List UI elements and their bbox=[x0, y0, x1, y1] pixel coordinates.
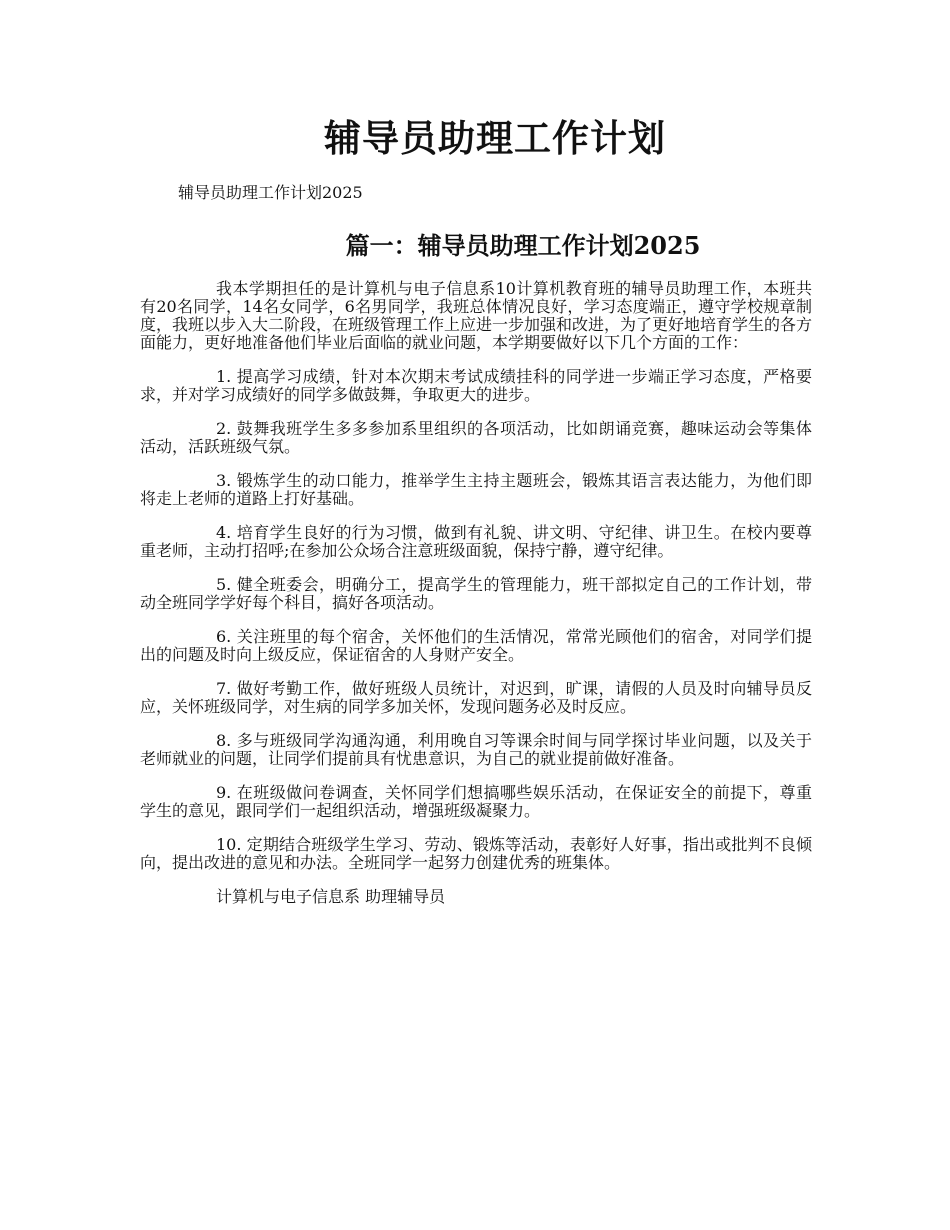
list-item-2: 2. 鼓舞我班学生多多参加系里组织的各项活动，比如朗诵竞赛，趣味运动会等集体活动，活跃班级气氛。 bbox=[140, 419, 812, 456]
signature: 计算机与电子信息系 助理辅导员 bbox=[216, 887, 446, 906]
list-item-10: 10. 定期结合班级学生学习、劳动、锻炼等活动，表彰好人好事，指出或批判不良倾向，提出改进的意见和办法。全班同学一起努力创建优秀的班集体。 bbox=[140, 835, 812, 872]
list-item-5: 5. 健全班委会，明确分工，提高学生的管理能力，班干部拟定自己的工作计划，带动全班同学学好每个科目，搞好各项活动。 bbox=[140, 575, 812, 612]
document-subtitle: 辅导员助理工作计划2025 bbox=[178, 183, 363, 202]
list-item-7: 7. 做好考勤工作，做好班级人员统计，对迟到，旷课，请假的人员及时向辅导员反应，关怀班级同学，对生病的同学多加关怀，发现问题务必及时反应。 bbox=[140, 679, 812, 716]
list-item-3: 3. 锻炼学生的动口能力，推举学生主持主题班会，锻炼其语言表达能力，为他们即将走上老师的道路上打好基础。 bbox=[140, 471, 812, 508]
list-item-1: 1. 提高学习成绩，针对本次期末考试成绩挂科的同学进一步端正学习态度，严格要求，并对学习成绩好的同学多做鼓舞，争取更大的进步。 bbox=[140, 367, 812, 404]
document-title: 辅导员助理工作计划 bbox=[324, 116, 666, 160]
intro-paragraph: 我本学期担任的是计算机与电子信息系10计算机教育班的辅导员助理工作，本班共有20名同学，14名女同学，6名男同学，我班总体情况良好，学习态度端正，遵守学校规章制度，我班以步入大二阶段，在班级管理工作上应进一步加强和改进，为了更好地培育学生的各方面能力，更好地准备他们毕业后面临的就业问题，本学期要做好以下几个方面的工作： bbox=[140, 279, 813, 352]
list-item-4: 4. 培育学生良好的行为习惯，做到有礼貌、讲文明、守纪律、讲卫生。在校内要尊重老师，主动打招呼;在参加公众场合注意班级面貌，保持宁静，遵守纪律。 bbox=[140, 523, 812, 560]
list-item-8: 8. 多与班级同学沟通沟通，利用晚自习等课余时间与同学探讨毕业问题，以及关于老师就业的问题，让同学们提前具有忧患意识，为自己的就业提前做好准备。 bbox=[140, 731, 812, 768]
list-item-9: 9. 在班级做问卷调查，关怀同学们想搞哪些娱乐活动，在保证安全的前提下，尊重学生的意见，跟同学们一起组织活动，增强班级凝聚力。 bbox=[140, 783, 812, 820]
section-heading: 篇一：辅导员助理工作计划2025 bbox=[345, 231, 701, 260]
document-body bbox=[140, 280, 812, 906]
list-item-6: 6. 关注班里的每个宿舍，关怀他们的生活情况，常常光顾他们的宿舍，对同学们提出的问题及时向上级反应，保证宿舍的人身财产安全。 bbox=[140, 627, 812, 664]
